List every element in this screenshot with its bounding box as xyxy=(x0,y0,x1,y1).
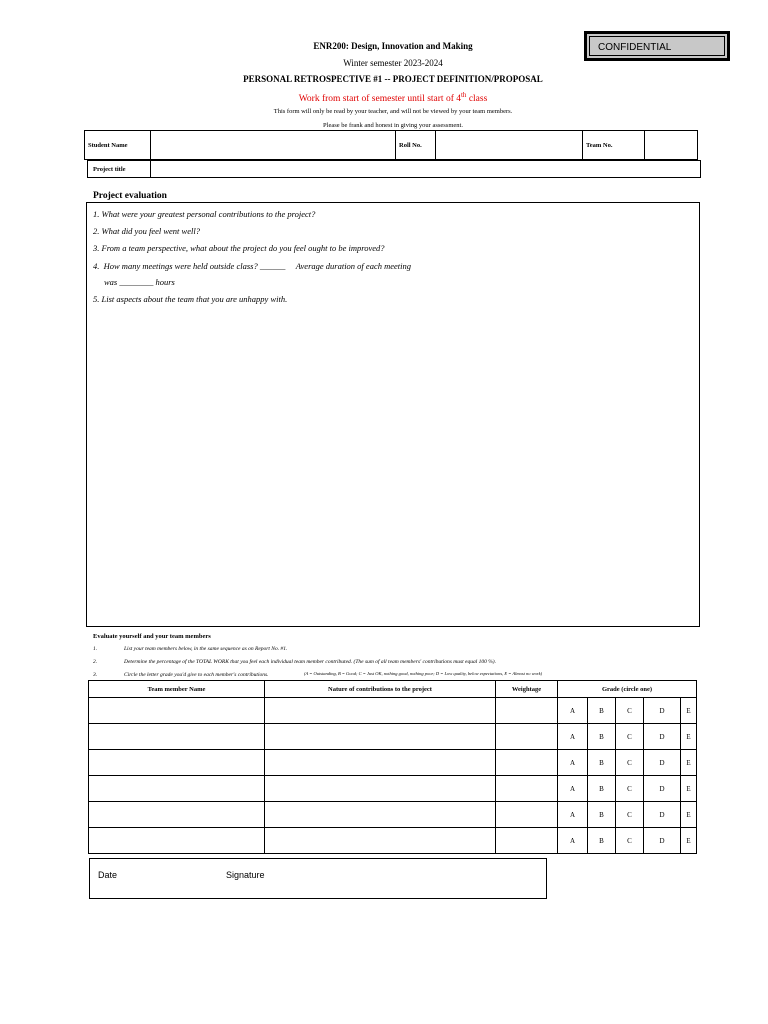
question-4: 4. How many meetings were held outside class? ______ Average duration of each meeting xyxy=(93,261,411,271)
date-label: Date xyxy=(98,870,118,880)
confidential-label: CONFIDENTIAL xyxy=(589,36,725,56)
grade-option[interactable]: E xyxy=(681,802,697,828)
form-title: PERSONAL RETROSPECTIVE #1 -- PROJECT DEFINITION/PROPOSAL xyxy=(243,74,543,84)
table-row xyxy=(89,724,697,750)
grade-option[interactable]: C xyxy=(616,802,644,828)
grade-option[interactable]: A xyxy=(558,828,588,854)
grade-option[interactable]: E xyxy=(681,828,697,854)
grade-option[interactable]: A xyxy=(558,802,588,828)
instruction-3-num: 3. xyxy=(93,672,98,678)
grade-option[interactable]: B xyxy=(588,750,616,776)
member-name-cell[interactable] xyxy=(89,750,265,776)
roll-no-label: Roll No. xyxy=(396,131,436,160)
grade-option[interactable]: D xyxy=(644,750,681,776)
grade-option[interactable]: D xyxy=(644,802,681,828)
grade-option[interactable]: B xyxy=(588,698,616,724)
weightage-cell[interactable] xyxy=(496,750,558,776)
team-eval-heading: Evaluate yourself and your team members xyxy=(93,633,211,640)
table-row xyxy=(89,750,697,776)
instruction-1-text: List your team members below, in the same sequence as on Report No. #1. xyxy=(124,646,288,652)
member-name-cell[interactable] xyxy=(89,698,265,724)
instruction-3-grade-key: (A = Outstanding, B = Good; C = Just OK, nothing good, nothing poor; D = Low quality, below expectations, E = Almost no work) xyxy=(304,671,543,676)
student-name-field[interactable] xyxy=(151,131,396,160)
work-period xyxy=(0,91,768,104)
grade-option[interactable]: D xyxy=(644,776,681,802)
col-member-name: Team member Name xyxy=(89,681,265,698)
table-row xyxy=(89,698,697,724)
grade-option[interactable]: C xyxy=(616,724,644,750)
grade-option[interactable]: D xyxy=(644,698,681,724)
instruction-1-num: 1. xyxy=(93,646,98,652)
grade-option[interactable]: E xyxy=(681,698,697,724)
grade-option[interactable]: C xyxy=(616,750,644,776)
col-contributions: Nature of contributions to the project xyxy=(265,681,496,698)
weightage-cell[interactable] xyxy=(496,698,558,724)
question-4-cont: was ________ hours xyxy=(104,277,175,287)
student-name-label: Student Name xyxy=(85,131,151,160)
semester-label: Winter semester 2023-2024 xyxy=(343,58,443,68)
member-name-cell[interactable] xyxy=(89,828,265,854)
grade-option[interactable]: E xyxy=(681,776,697,802)
col-grade: Grade (circle one) xyxy=(558,681,697,698)
table-row xyxy=(89,828,697,854)
evaluation-heading: Project evaluation xyxy=(93,191,167,201)
team-members-table xyxy=(88,680,697,854)
member-name-cell[interactable] xyxy=(89,776,265,802)
weightage-cell[interactable] xyxy=(496,776,558,802)
project-title-table xyxy=(87,160,701,178)
grade-option[interactable]: A xyxy=(558,776,588,802)
grade-option[interactable]: D xyxy=(644,724,681,750)
grade-option[interactable]: A xyxy=(558,750,588,776)
grade-option[interactable]: D xyxy=(644,828,681,854)
table-row xyxy=(89,802,697,828)
member-name-cell[interactable] xyxy=(89,724,265,750)
grade-option[interactable]: E xyxy=(681,750,697,776)
contribution-cell[interactable] xyxy=(265,776,496,802)
team-table-header xyxy=(89,681,697,698)
team-rows xyxy=(89,698,697,854)
grade-option[interactable]: C xyxy=(616,698,644,724)
team-no-label: Team No. xyxy=(583,131,645,160)
member-name-cell[interactable] xyxy=(89,802,265,828)
instruction-2-num: 2. xyxy=(93,659,98,665)
course-title: ENR200: Design, Innovation and Making xyxy=(313,41,473,51)
instruction-2-text: Determine the percentage of the TOTAL WORK that you feel each individual team member contributed. (The sum of all team members' contributions must equal 100 %). xyxy=(124,659,497,665)
question-5: 5. List aspects about the team that you are unhappy with. xyxy=(93,294,288,304)
work-period-prefix: Work from start of semester until start of 4 xyxy=(298,94,461,105)
weightage-cell[interactable] xyxy=(496,828,558,854)
grade-option[interactable]: A xyxy=(558,724,588,750)
contribution-cell[interactable] xyxy=(265,750,496,776)
grade-option[interactable]: A xyxy=(558,698,588,724)
evaluation-box[interactable] xyxy=(86,202,700,627)
grade-option[interactable]: C xyxy=(616,776,644,802)
grade-option[interactable]: E xyxy=(681,724,697,750)
work-period-suffix: class xyxy=(466,94,488,105)
honesty-note: Please be frank and honest in giving your assessment. xyxy=(323,122,463,129)
grade-option[interactable]: B xyxy=(588,828,616,854)
contribution-cell[interactable] xyxy=(265,828,496,854)
contribution-cell[interactable] xyxy=(265,724,496,750)
question-1: 1. What were your greatest personal contributions to the project? xyxy=(93,209,316,219)
team-no-field[interactable] xyxy=(645,131,698,160)
question-3: 3. From a team perspective, what about the project do you feel ought to be improved? xyxy=(93,243,385,253)
instruction-3-text: Circle the letter grade you'd give to each member's contributions. xyxy=(124,672,269,678)
grade-option[interactable]: B xyxy=(588,724,616,750)
signature-label: Signature xyxy=(226,870,265,880)
roll-no-field[interactable] xyxy=(436,131,583,160)
student-info-table xyxy=(84,130,698,160)
question-2: 2. What did you feel went well? xyxy=(93,226,200,236)
signature-box xyxy=(89,858,547,899)
weightage-cell[interactable] xyxy=(496,802,558,828)
work-period-sup: th xyxy=(460,91,467,99)
weightage-cell[interactable] xyxy=(496,724,558,750)
project-title-label: Project title xyxy=(88,161,151,178)
grade-option[interactable]: B xyxy=(588,802,616,828)
grade-option[interactable]: C xyxy=(616,828,644,854)
privacy-note: This form will only be read by your teacher, and will not be viewed by your team members. xyxy=(273,108,513,115)
contribution-cell[interactable] xyxy=(265,802,496,828)
grade-option[interactable]: B xyxy=(588,776,616,802)
project-title-field[interactable] xyxy=(151,161,701,178)
table-row xyxy=(89,776,697,802)
col-weightage: Weightage xyxy=(496,681,558,698)
contribution-cell[interactable] xyxy=(265,698,496,724)
